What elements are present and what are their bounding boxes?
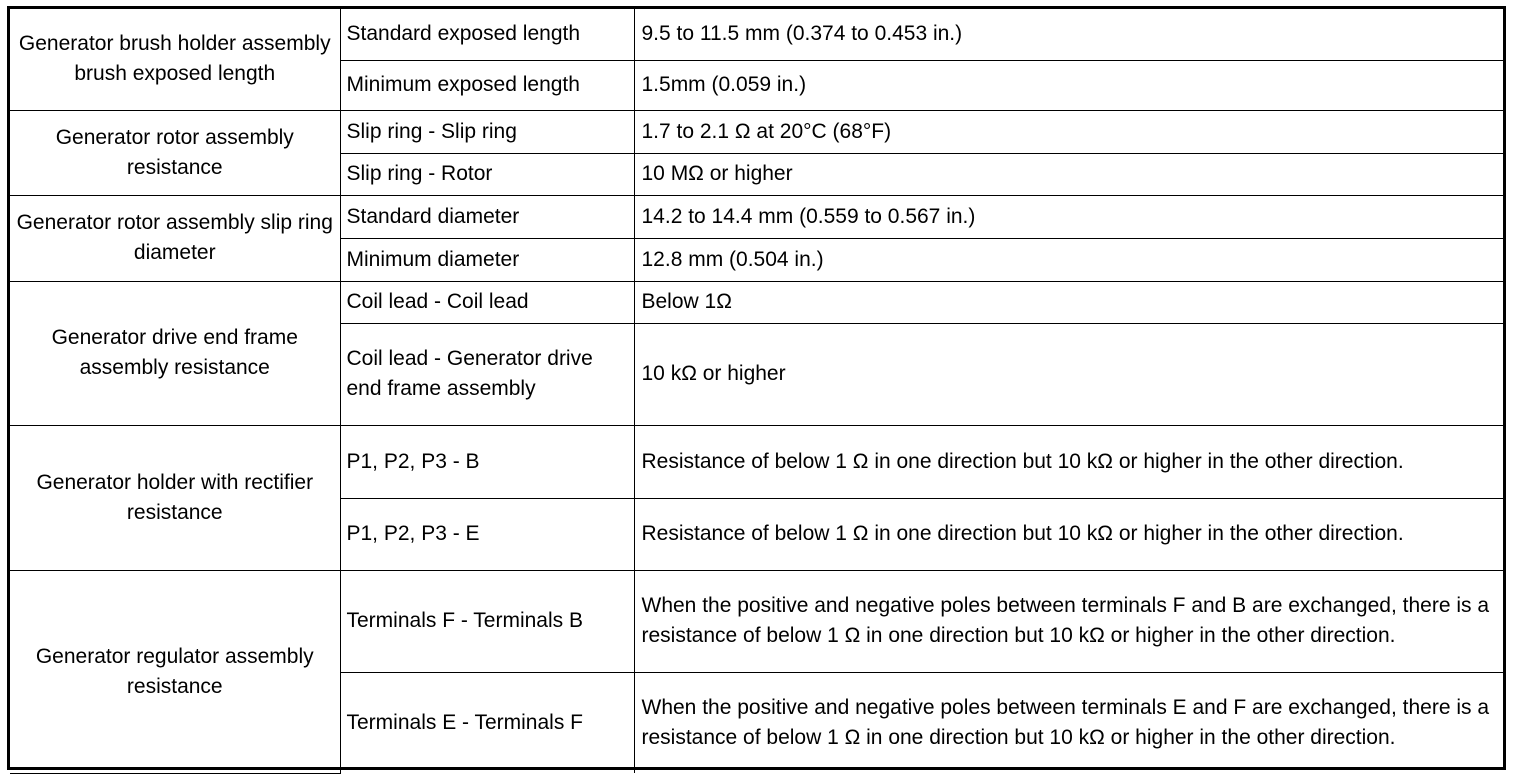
condition-cell: Terminals F - Terminals B: [340, 570, 634, 672]
table-row: [10, 195, 1503, 238]
table-row: [10, 425, 1503, 498]
value-cell: 10 kΩ or higher: [634, 323, 1503, 425]
item-cell: Generator rotor assembly resistance: [10, 110, 340, 195]
value-cell: 14.2 to 14.4 mm (0.559 to 0.567 in.): [634, 195, 1503, 238]
value-cell: 1.5mm (0.059 in.): [634, 60, 1503, 110]
table-row: [10, 110, 1503, 153]
condition-cell: Standard diameter: [340, 195, 634, 238]
value-cell: 1.7 to 2.1 Ω at 20°C (68°F): [634, 110, 1503, 153]
condition-cell: Slip ring - Slip ring: [340, 110, 634, 153]
condition-cell: Standard exposed length: [340, 9, 634, 60]
condition-cell: Slip ring - Rotor: [340, 153, 634, 195]
condition-cell: P1, P2, P3 - E: [340, 498, 634, 570]
condition-cell: Terminals E - Terminals F: [340, 672, 634, 773]
table-row: [10, 9, 1503, 60]
condition-cell: Coil lead - Generator drive end frame assembly: [340, 323, 634, 425]
item-cell: Generator regulator assembly resistance: [10, 570, 340, 773]
specification-sheet: [7, 6, 1506, 770]
condition-cell: Coil lead - Coil lead: [340, 281, 634, 323]
item-cell: Generator rotor assembly slip ring diameter: [10, 195, 340, 281]
value-cell: 10 MΩ or higher: [634, 153, 1503, 195]
item-cell: Generator holder with rectifier resistance: [10, 425, 340, 570]
value-cell: Below 1Ω: [634, 281, 1503, 323]
value-cell: Resistance of below 1 Ω in one direction but 10 kΩ or higher in the other direction.: [634, 498, 1503, 570]
generator-specification-table: [10, 9, 1503, 774]
item-cell: Generator brush holder assembly brush exposed length: [10, 9, 340, 110]
value-cell: 12.8 mm (0.504 in.): [634, 238, 1503, 281]
table-row: [10, 570, 1503, 672]
item-cell: Generator drive end frame assembly resistance: [10, 281, 340, 425]
value-cell: When the positive and negative poles between terminals E and F are exchanged, there is a resistance of below 1 Ω in one direction but 10 kΩ or higher in the other direction.: [634, 672, 1503, 773]
condition-cell: P1, P2, P3 - B: [340, 425, 634, 498]
condition-cell: Minimum exposed length: [340, 60, 634, 110]
value-cell: Resistance of below 1 Ω in one direction but 10 kΩ or higher in the other direction.: [634, 425, 1503, 498]
condition-cell: Minimum diameter: [340, 238, 634, 281]
value-cell: 9.5 to 11.5 mm (0.374 to 0.453 in.): [634, 9, 1503, 60]
table-row: [10, 281, 1503, 323]
value-cell: When the positive and negative poles between terminals F and B are exchanged, there is a resistance of below 1 Ω in one direction but 10 kΩ or higher in the other direction.: [634, 570, 1503, 672]
